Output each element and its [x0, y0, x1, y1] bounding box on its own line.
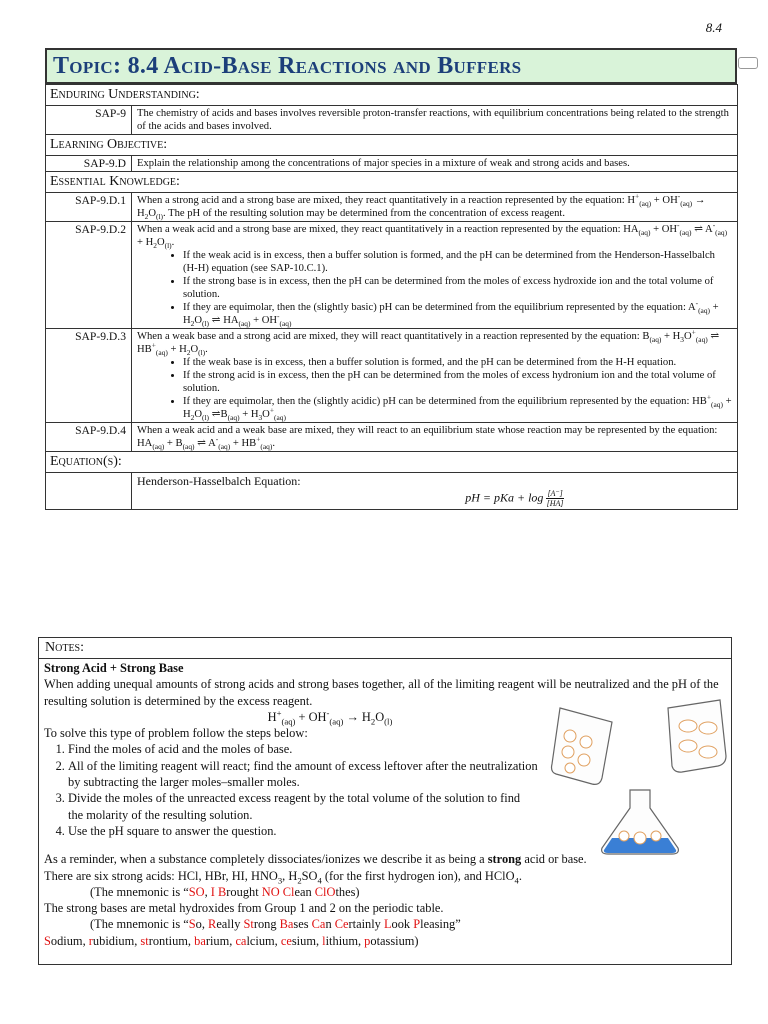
hh-label: Henderson-Hasselbalch Equation:	[137, 474, 301, 488]
list-item: • If the weak acid is in excess, then a buffer solution is formed, and the pH can be determined from the Henderson-Hasselbalch (H-H) equation (see SAP-10.C.1).	[183, 249, 732, 275]
bases-list: Sodium, rubidium, strontium, barium, calcium, cesium, lithium, potassium)	[44, 933, 419, 948]
steps-intro: To solve this type of problem follow the steps below:	[44, 726, 308, 741]
list-item: 4. Use the pH square to answer the question.	[68, 823, 538, 839]
neutralization-equation: $H^+_{(aq)} + OH^-_{(aq)} \to H_2O_{(l)}$	[267, 707, 393, 727]
topic-frame	[45, 48, 737, 510]
section-equations: Equation(s):	[46, 452, 738, 473]
hh-fraction: $\frac{[A^-]}{[HA]}$	[546, 489, 564, 508]
acid-mnemonic: (The mnemonic is “SO, I Brought NO Clean ClOthes)	[90, 884, 360, 899]
binder-tab-icon	[738, 55, 760, 75]
topic-banner	[45, 48, 737, 84]
table-row	[46, 193, 738, 222]
table-row	[46, 106, 738, 135]
text-sap9: The chemistry of acids and bases involves reversible proton-transfer reactions, with equilibrium concentrations being related to the strength of the acids and bases involved.	[132, 106, 738, 135]
table-row	[46, 473, 738, 510]
bases-line: The strong bases are metal hydroxides from Group 1 and 2 on the periodic table.	[44, 901, 444, 916]
page-number: 8.4	[705, 20, 722, 35]
standards-table	[45, 84, 738, 510]
text-d4: When a weak acid and a weak base are mixed, they will react to an equilibrium state whose reaction may be represented by the equation: $HA_{(aq)} + B_{(aq)}$ ⇌ $A^-_{(aq)} + HB^+_{(aq)}$.	[132, 423, 738, 452]
list-item: • If the weak base is in excess, then a buffer solution is formed, and the pH can be determined from the H-H equation.	[183, 356, 732, 369]
list-item: 3. Divide the moles of the unreacted excess reagent by the total volume of the solution to find the molarity of the resulting solution.	[68, 790, 538, 823]
text-d3: When a weak base and a strong acid are mixed, they will react quantitatively in a reaction represented by the equation: $B_{(aq)} + H_3O^+_{(aq)}$ ⇌ $HB^+_{(aq)} + H_2O_{(l)}$. • If the weak base is in excess, then a buffer solution is formed, and the pH can be determined from the H-H equation. • If the strong acid is in excess, then the pH can be determined from the moles of excess hydronium ion and the total volume of solution. • If they are equimolar, then the (slightly acidic) pH can be determined from the equilibrium represented by the equation: $HB^+_{(aq)} + H_2O_{(l)}$ $\rightleftharpoons B_{(aq)} + H_3O^+_{(aq)}$	[132, 329, 738, 423]
list-item: 2. All of the limiting reagent will react; find the amount of excess leftover after the neutralization by subtracting the larger moles–smaller moles.	[68, 758, 538, 791]
code-d2: SAP-9.D.2	[46, 222, 132, 329]
strong-acids-line: There are six strong acids: HCl, HBr, HI, $HNO_3$, $H_2SO_4$ (for the first hydrogen ion), and HClO$_4$.	[44, 868, 522, 886]
section-learning: Learning Objective:	[46, 135, 738, 156]
reminder-line: As a reminder, when a substance completely dissociates/ionizes we describe it as being a strong acid or base.	[44, 852, 587, 867]
steps-list	[44, 741, 538, 839]
section-essential: Essential Knowledge:	[46, 172, 738, 193]
table-row	[46, 329, 738, 423]
code-d4: SAP-9.D.4	[46, 423, 132, 452]
text-sap9d: Explain the relationship among the concentrations of major species in a mixture of weak and strong acids and bases.	[132, 156, 738, 172]
list-item: • If the strong acid is in excess, then the pH can be determined from the moles of excess hydronium ion and the total volume of solution.	[183, 369, 732, 395]
code-sap9d: SAP-9.D	[46, 156, 132, 172]
list-item: • If they are equimolar, then the (slightly acidic) pH can be determined from the equilibrium represented by the equation: $HB^+_{(aq)} + H_2O_{(l)}$ $\rightleftharpoons B_{(aq)} + H_3O^+_{(aq)}$	[183, 395, 732, 421]
notes-intro: When adding unequal amounts of strong acids and strong bases together, all of the limiting reagent will be neutralized and the pH of the resulting solution is determined by the excess reagent.	[44, 677, 719, 708]
list-item: 1. Find the moles of acid and the moles of base.	[68, 741, 538, 757]
table-row	[46, 222, 738, 329]
section-enduring: Enduring Understanding:	[46, 85, 738, 106]
list-item: • If the strong base is in excess, then the pH can be determined from the moles of excess hydroxide ion and the total volume of solution.	[183, 275, 732, 301]
notes-header: Notes:	[39, 638, 731, 659]
hh-equation	[132, 473, 738, 510]
hh-lhs: pH = pKa + log	[465, 490, 544, 505]
list-item: • If they are equimolar, then the (slightly basic) pH can be determined from the equilibrium represented by the equation: $A^-_{(aq)} + H_2O_{(l)}$ ⇌ $HA_{(aq)} + OH^-_{(aq)}$	[183, 301, 732, 327]
code-d1: SAP-9.D.1	[46, 193, 132, 222]
base-mnemonic: (The mnemonic is “So, Really Strong Bases Can Certainly Look Pleasing”	[90, 917, 461, 932]
text-d2: When a weak acid and a strong base are mixed, they react quantitatively in a reaction represented by the equation: $HA_{(aq)} + OH^-_{(aq)}$ ⇌ $A^-_{(aq)} + H_2O_{(l)}$. • If the weak acid is in excess, then a buffer solution is formed, and the pH can be determined from the Henderson-Hasselbalch (H-H) equation (see SAP-10.C.1). • If the strong base is in excess, then the pH can be determined from the moles of excess hydroxide ion and the total volume of solution. • If they are equimolar, then the (slightly basic) pH can be determined from the equilibrium represented by the equation: $A^-_{(aq)} + H_2O_{(l)}$ ⇌ $HA_{(aq)} + OH^-_{(aq)}$	[132, 222, 738, 329]
beakers-illustration	[550, 698, 730, 858]
notes-heading: Strong Acid + Strong Base	[44, 661, 184, 675]
code-d3: SAP-9.D.3	[46, 329, 132, 423]
table-row	[46, 423, 738, 452]
topic-title: Topic: 8.4 Acid-Base Reactions and Buffers	[53, 52, 522, 79]
beaker-base-icon	[668, 700, 726, 772]
code-sap9: SAP-9	[46, 106, 132, 135]
text-d1: When a strong acid and a strong base are mixed, they react quantitatively in a reaction represented by the equation: $H^+_{(aq)} + OH^-_{(aq)} \to H_2O_{(l)}$. The pH of the resulting solution may be determined from the concentration of excess reagent.	[132, 193, 738, 222]
table-row	[46, 156, 738, 172]
